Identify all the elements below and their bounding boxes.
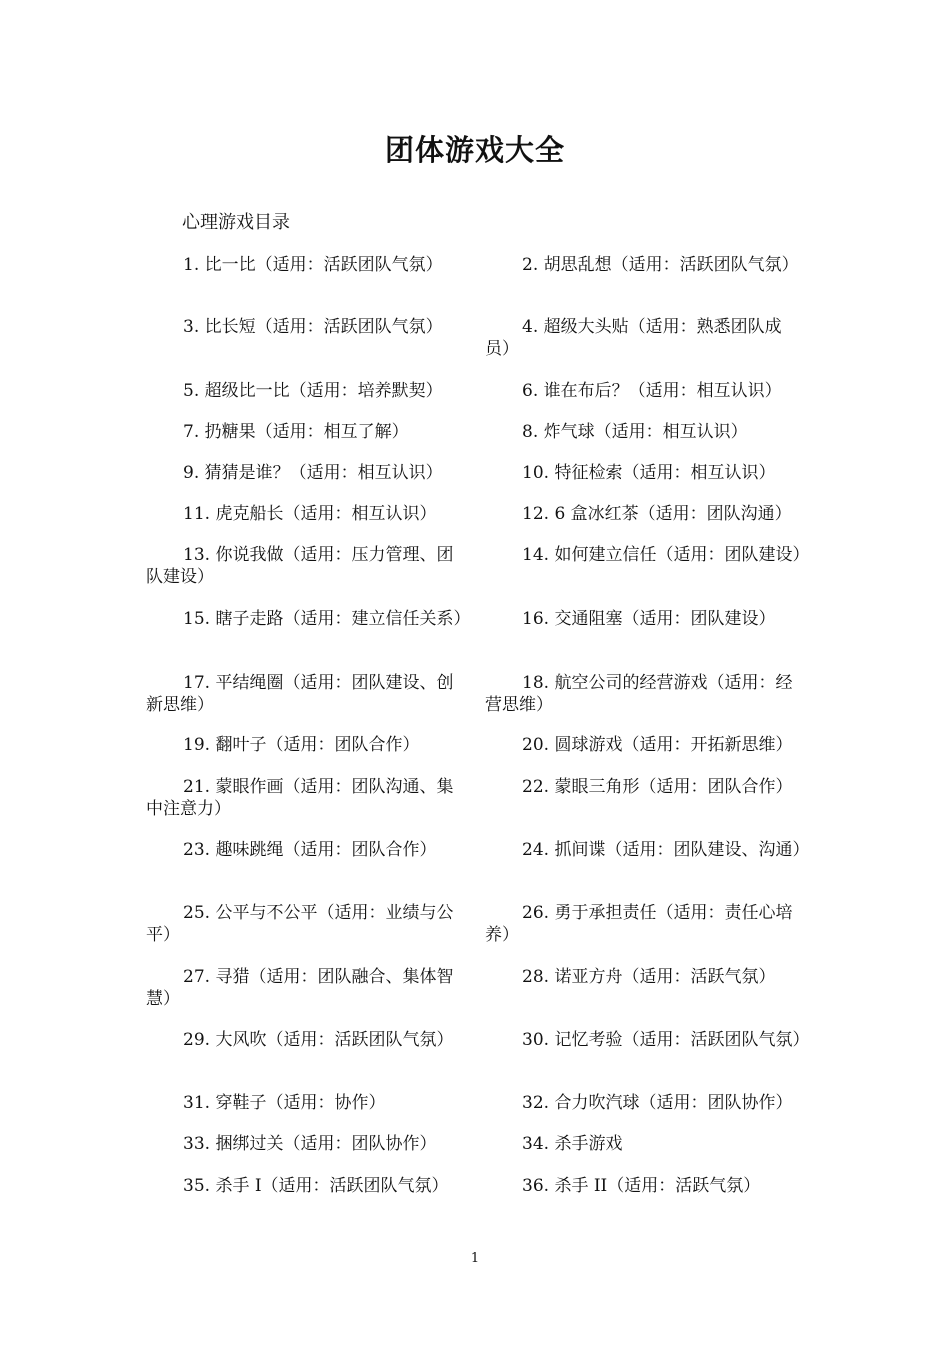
toc-item: 8. 炸气球（适用：相互认识） [522, 422, 748, 442]
toc-item: 7. 扔糖果（适用：相互了解） [183, 422, 409, 442]
toc-item: 14. 如何建立信任（适用：团队建设） [522, 545, 810, 565]
toc-item: 9. 猜猜是谁？（适用：相互认识） [183, 463, 443, 483]
toc-item: 16. 交通阻塞（适用：团队建设） [522, 609, 776, 629]
toc-item: 10. 特征检索（适用：相互认识） [522, 463, 776, 483]
page-title: 团体游戏大全 [384, 133, 565, 167]
toc-item: 19. 翻叶子（适用：团队合作） [183, 735, 420, 755]
toc-item: 2. 胡思乱想（适用：活跃团队气氛） [522, 255, 799, 275]
toc-item: 12. 6 盒冰红茶（适用：团队沟通） [522, 504, 792, 524]
toc-item: 18. 航空公司的经营游戏（适用：经营思维） [485, 673, 793, 715]
toc-item: 31. 穿鞋子（适用：协作） [183, 1093, 386, 1113]
toc-item: 11. 虎克船长（适用：相互认识） [183, 504, 437, 524]
toc-item: 30. 记忆考验（适用：活跃团队气氛） [522, 1030, 810, 1050]
toc-item: 13. 你说我做（适用：压力管理、团队建设） [146, 545, 454, 587]
toc-item: 22. 蒙眼三角形（适用：团队合作） [522, 777, 793, 797]
toc-item: 6. 谁在布后？（适用：相互认识） [522, 381, 782, 401]
toc-item: 3. 比长短（适用：活跃团队气氛） [183, 317, 443, 337]
toc-column-left [146, 0, 471, 1346]
toc-item: 33. 捆绑过关（适用：团队协作） [183, 1134, 437, 1154]
toc-item: 32. 合力吹汽球（适用：团队协作） [522, 1093, 793, 1113]
toc-item: 4. 超级大头贴（适用：熟悉团队成员） [485, 317, 782, 359]
toc-item: 27. 寻猎（适用：团队融合、集体智慧） [146, 967, 454, 1009]
page-number: 1 [470, 1251, 480, 1266]
toc-item: 5. 超级比一比（适用：培养默契） [183, 381, 443, 401]
toc-item: 24. 抓间谍（适用：团队建设、沟通） [522, 840, 810, 860]
toc-item: 17. 平结绳圈（适用：团队建设、创新思维） [146, 673, 454, 715]
toc-item: 29. 大风吹（适用：活跃团队气氛） [183, 1030, 454, 1050]
toc-item: 20. 圆球游戏（适用：开拓新思维） [522, 735, 793, 755]
section-heading: 心理游戏目录 [182, 212, 290, 233]
toc-item: 25. 公平与不公平（适用：业绩与公平） [146, 903, 454, 945]
toc-item: 36. 杀手 II（适用：活跃气氛） [522, 1176, 761, 1196]
toc-item: 26. 勇于承担责任（适用：责任心培养） [485, 903, 793, 945]
toc-item: 21. 蒙眼作画（适用：团队沟通、集中注意力） [146, 777, 454, 819]
toc-item: 1. 比一比（适用：活跃团队气氛） [183, 255, 443, 275]
toc-column-right [485, 0, 810, 1346]
toc-item: 35. 杀手 I（适用：活跃团队气氛） [183, 1176, 449, 1196]
toc-item: 28. 诺亚方舟（适用：活跃气氛） [522, 967, 776, 987]
toc-item: 23. 趣味跳绳（适用：团队合作） [183, 840, 437, 860]
toc-item: 15. 瞎子走路（适用：建立信任关系） [183, 609, 471, 629]
toc-item: 34. 杀手游戏 [522, 1134, 623, 1154]
